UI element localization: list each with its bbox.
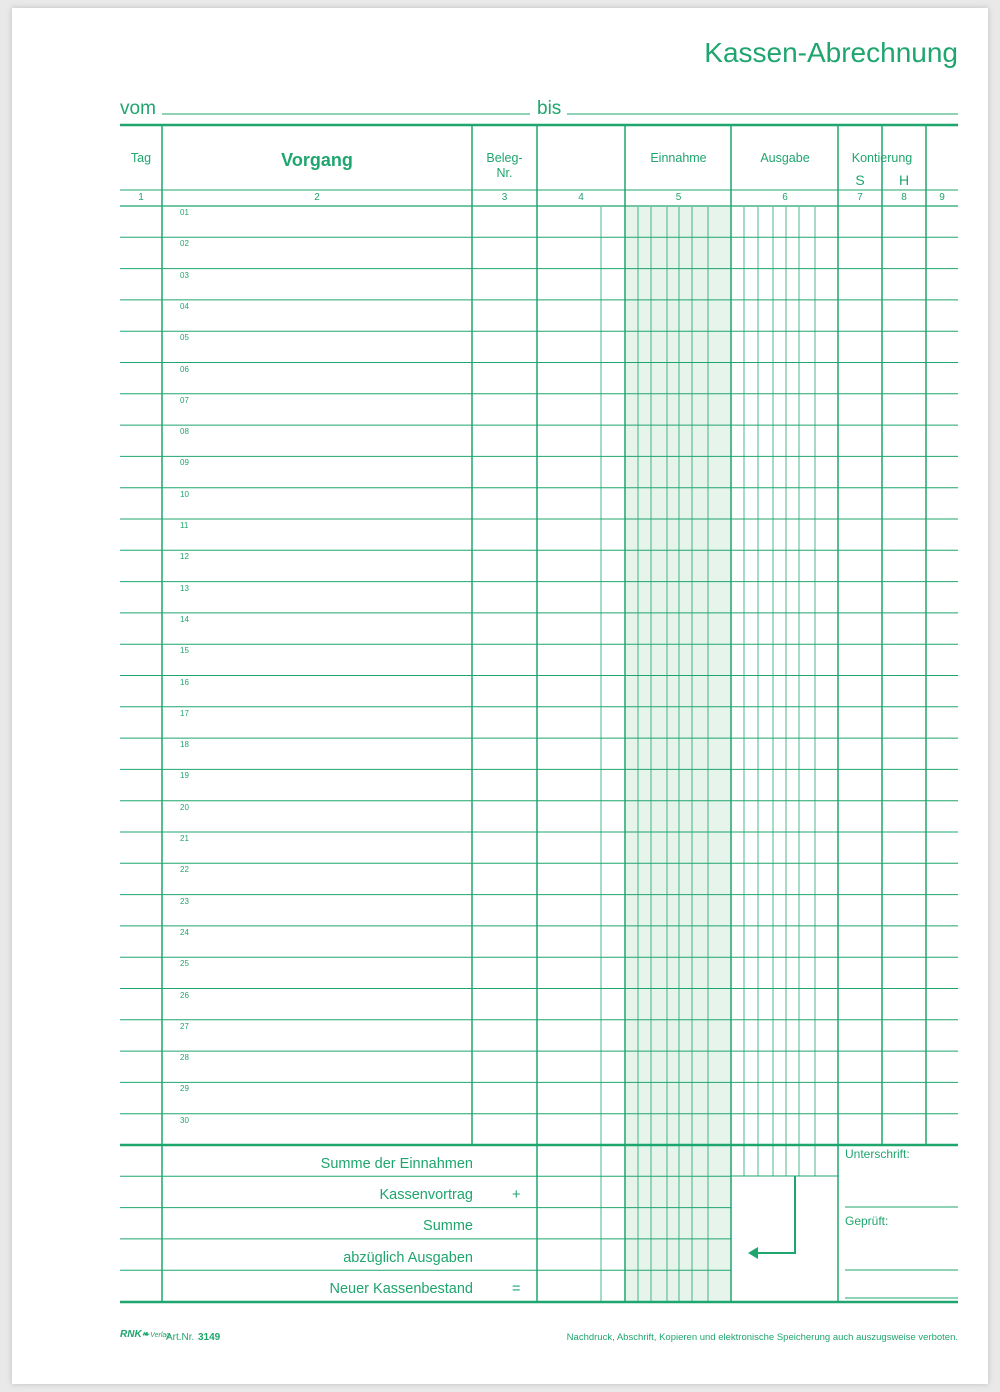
period-to-label: bis (537, 98, 562, 119)
row-number: 13 (180, 583, 189, 593)
summary-label: Summe (423, 1218, 473, 1234)
row-number: 02 (180, 239, 189, 249)
row-number: 04 (180, 301, 189, 311)
form-title: Kassen-Abrechnung (704, 37, 958, 68)
row-number: 10 (180, 489, 189, 499)
period-from-label: vom (120, 98, 156, 119)
checked-label: Geprüft: (845, 1214, 889, 1228)
row-number: 22 (180, 865, 189, 875)
column-number: 2 (314, 192, 320, 203)
row-number: 09 (180, 458, 189, 468)
summary-sign: + (512, 1187, 521, 1203)
row-number: 06 (180, 364, 189, 374)
row-number: 07 (180, 395, 189, 405)
form-grid (12, 8, 988, 1384)
row-number: 16 (180, 677, 189, 687)
row-number: 30 (180, 1115, 189, 1125)
return-arrow-icon (753, 1176, 795, 1253)
summary-label: Neuer Kassenbestand (329, 1281, 473, 1297)
period-to-field[interactable] (568, 94, 958, 116)
row-number: 01 (180, 208, 189, 217)
header-haben: H (898, 172, 910, 188)
header-ausgabe: Ausgabe (760, 151, 810, 165)
row-number: 12 (180, 552, 189, 562)
row-number: 23 (180, 896, 189, 906)
copyright-notice: Nachdruck, Abschrift, Kopieren und elektronische Speicherung auch auszugsweise verboten. (566, 1332, 958, 1343)
column-number: 3 (501, 192, 508, 203)
row-number: 11 (180, 521, 189, 530)
header-kontierung: Kontierung (851, 151, 913, 165)
summary-label: Summe der Einnahmen (320, 1156, 473, 1172)
header-beleg: Beleg- (486, 151, 523, 165)
row-number: 08 (180, 427, 189, 437)
row-number: 18 (180, 740, 189, 750)
form-sheet (12, 8, 988, 1384)
row-number: 03 (180, 270, 189, 280)
header-einnahme: Einnahme (650, 151, 707, 165)
article-label: Art.Nr. (166, 1332, 195, 1343)
row-number: 17 (180, 708, 189, 718)
signature-field[interactable] (845, 1164, 958, 1208)
signature-label: Unterschrift: (845, 1147, 910, 1161)
column-number: 6 (782, 192, 788, 203)
row-number: 15 (180, 646, 189, 656)
article-number: 3149 (198, 1332, 221, 1343)
column-number: 7 (857, 192, 863, 203)
row-number: 20 (180, 802, 189, 812)
row-number: 25 (180, 959, 189, 969)
row-number: 24 (180, 927, 189, 937)
leaf-icon: ❧ (141, 1329, 150, 1339)
summary-sign: = (512, 1281, 521, 1297)
column-number: 8 (901, 192, 907, 203)
header-soll: S (855, 172, 865, 188)
row-number: 29 (180, 1084, 189, 1094)
header-vorgang: Vorgang (281, 150, 353, 170)
row-number: 26 (180, 990, 189, 1000)
header-beleg-nr: Nr. (496, 166, 513, 180)
einnahme-sum-shade (625, 1145, 731, 1302)
arrow-head-icon (748, 1247, 758, 1259)
period-from-field[interactable] (162, 94, 530, 116)
column-number: 1 (138, 192, 144, 203)
summary-label: abzüglich Ausgaben (343, 1250, 473, 1266)
column-number: 9 (939, 192, 945, 203)
header-tag: Tag (130, 151, 152, 165)
checked-field[interactable] (845, 1230, 958, 1300)
row-number: 28 (180, 1053, 189, 1063)
row-number: 19 (180, 771, 189, 781)
row-number: 21 (180, 834, 189, 843)
publisher-logo: RNK❧Verlag (120, 1329, 171, 1340)
column-number: 4 (578, 192, 584, 203)
row-number: 27 (180, 1021, 189, 1031)
column-number: 5 (675, 192, 682, 203)
summary-label: Kassenvortrag (379, 1187, 473, 1203)
row-number: 05 (180, 333, 189, 343)
row-number: 14 (180, 614, 189, 624)
